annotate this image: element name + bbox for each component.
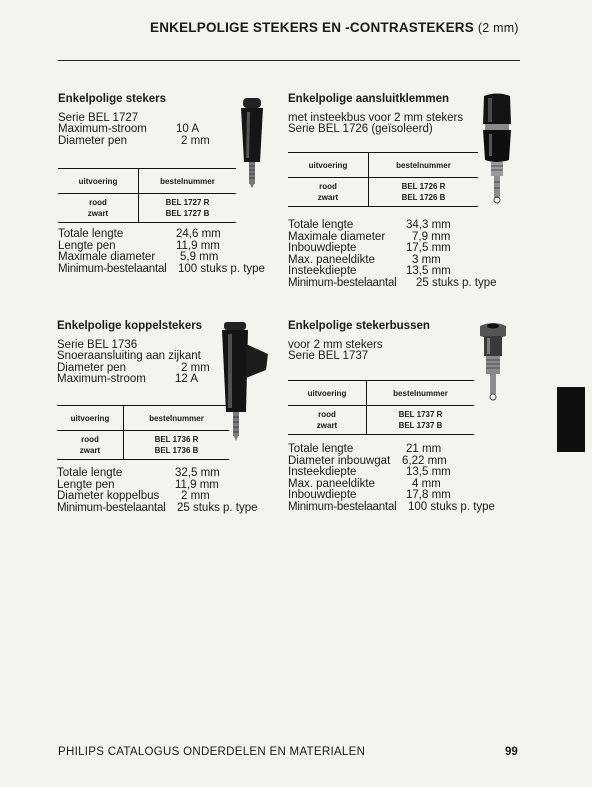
table-cell-uitvoering: rood [89, 198, 107, 207]
table-row [288, 178, 478, 192]
table-row [57, 445, 229, 460]
dimensions-1726 [288, 220, 497, 289]
dim-value: 25 stuks p. type [177, 501, 258, 514]
plug-cap [243, 98, 261, 108]
terminal-ring [485, 124, 509, 130]
dim-label: Totale lengte [58, 228, 124, 240]
plug-tip [250, 184, 254, 188]
terminal-1726-illustration [477, 92, 517, 214]
table-cell-uitvoering: rood [319, 182, 337, 191]
spec-row [58, 124, 210, 136]
dim-label: Insteekdiepte [288, 466, 357, 478]
table-cell-bestelnummer: BEL 1737 B [367, 420, 475, 435]
dim-value: 100 stuks p. type [178, 262, 265, 275]
spec-value: 10 A [176, 123, 200, 135]
dim-value: 7,9 mm [412, 230, 451, 243]
spec-value: 12 A [175, 373, 199, 385]
socket-body-highlight [487, 338, 490, 354]
dim-label: Insteekdiepte [288, 265, 357, 277]
terminal-knob [483, 94, 511, 125]
table-row [57, 431, 229, 445]
table-row [58, 208, 236, 223]
dim-label: Maximale diameter [58, 251, 156, 263]
plug-body [241, 108, 263, 162]
dim-label: Minimum-bestelaantal [57, 501, 166, 514]
dim-value: 3 mm [412, 253, 441, 266]
table-cell-uitvoering: rood [81, 435, 99, 444]
table-row [288, 420, 474, 435]
spec-label: Diameter pen [57, 361, 127, 374]
dim-value: 4 mm [412, 477, 441, 490]
table-cell-uitvoering: zwart [316, 421, 338, 430]
series-text: Serie BEL 1726 (geïsoleerd) [288, 123, 433, 135]
dim-label: Lengte pen [58, 239, 116, 252]
dim-value: 21 mm [406, 443, 442, 455]
dim-label: Inbouwdiepte [288, 489, 357, 501]
section-title: Enkelpolige stekers [58, 93, 167, 105]
dim-value: 11,9 mm [175, 478, 219, 491]
dim-value: 32,5 mm [175, 467, 220, 479]
dim-value: 17,5 mm [406, 242, 451, 254]
dim-value: 6,22 mm [402, 454, 447, 467]
table-cell-bestelnummer: BEL 1736 B [124, 445, 230, 460]
order-table-1726 [288, 152, 478, 207]
section-title: Enkelpolige stekerbussen [288, 320, 430, 332]
dim-value: 13,5 mm [406, 466, 451, 478]
coupling-tip [234, 436, 238, 441]
socket-stem [490, 374, 496, 394]
spec-row [58, 136, 210, 148]
series-text: Serie BEL 1737 [288, 350, 369, 362]
table-row [288, 406, 474, 420]
table-row [58, 194, 236, 208]
table-cell-bestelnummer: BEL 1727 R [139, 194, 237, 208]
plug-1727-illustration [238, 96, 268, 191]
dim-label: Minimum-bestelaantal [58, 262, 167, 275]
intro-text: Snoeraansluiting aan zijkant [57, 350, 201, 362]
spec-value: 2 mm [181, 134, 210, 147]
order-table-1727 [58, 168, 236, 223]
terminal-stem [494, 176, 500, 198]
dim-label: Diameter inbouwgat [288, 454, 391, 467]
table-header-uitvoering: uitvoering [307, 388, 347, 398]
table-header-bestelnummer: bestelnummer [367, 381, 475, 406]
table-header-uitvoering: uitvoering [70, 413, 110, 423]
order-table-1736 [57, 405, 229, 460]
table-cell-uitvoering: rood [318, 410, 336, 419]
dimensions-1737 [288, 444, 495, 513]
socket-nut [486, 356, 500, 374]
section-enkelpolige-stekers [58, 94, 210, 147]
order-table-1737 [288, 380, 474, 435]
page-number: 99 [505, 746, 518, 758]
coupling-side-outlet [246, 344, 268, 378]
coupling-body [222, 330, 248, 412]
plug-pin [249, 162, 255, 184]
coupling-highlight [228, 334, 232, 408]
dim-label: Totale lengte [288, 443, 354, 455]
page-title-text: ENKELPOLIGE STEKERS EN -CONTRASTEKERS [150, 20, 474, 35]
section-title: Enkelpolige aansluitklemmen [288, 93, 450, 105]
dim-value: 100 stuks p. type [408, 500, 495, 513]
dim-value: 2 mm [181, 490, 210, 502]
table-cell-uitvoering: zwart [87, 209, 109, 218]
dim-label: Minimum-bestelaantal [288, 500, 397, 513]
section-enkelpolige-aansluitklemmen [288, 94, 463, 136]
table-header-uitvoering: uitvoering [308, 160, 348, 170]
page-subtitle: (2 mm) [477, 21, 519, 35]
table-cell-bestelnummer: BEL 1727 B [139, 208, 237, 223]
terminal-knob-highlight [488, 98, 492, 122]
table-cell-uitvoering: zwart [317, 193, 339, 202]
terminal-base [483, 130, 511, 162]
table-header-bestelnummer: bestelnummer [369, 153, 479, 178]
dim-label: Maximale diameter [288, 230, 386, 243]
table-cell-bestelnummer: BEL 1737 R [367, 406, 475, 420]
table-header-bestelnummer: bestelnummer [124, 406, 230, 431]
coupling-plug-1736-illustration [218, 320, 274, 444]
socket-solder-eye [490, 394, 496, 400]
header-rule [58, 60, 520, 61]
series-text: Serie BEL 1736 [57, 338, 138, 351]
table-row [288, 192, 478, 207]
intro-text: voor 2 mm stekers [288, 338, 383, 351]
dim-value: 24,6 mm [176, 228, 221, 240]
dim-label: Max. paneeldikte [288, 477, 375, 490]
dim-label: Lengte pen [57, 478, 115, 491]
dim-label: Inbouwdiepte [288, 242, 357, 254]
spec-label: Maximum-stroom [57, 373, 146, 385]
section-title: Enkelpolige koppelstekers [57, 320, 203, 332]
table-header-uitvoering: uitvoering [78, 176, 118, 186]
section-enkelpolige-koppelstekers [57, 321, 210, 386]
dim-value: 25 stuks p. type [416, 276, 497, 289]
spec-value: 2 mm [181, 361, 210, 374]
terminal-base-highlight [489, 134, 492, 156]
intro-text: met insteekbus voor 2 mm stekers [288, 111, 464, 124]
terminal-nut [491, 162, 503, 176]
socket-body [484, 336, 502, 356]
dimensions-1727 [58, 229, 265, 275]
table-cell-bestelnummer: BEL 1726 R [369, 178, 479, 192]
table-cell-bestelnummer: BEL 1736 R [124, 431, 230, 445]
table-header-bestelnummer: bestelnummer [139, 169, 237, 194]
section-enkelpolige-stekerbussen [288, 321, 430, 363]
dim-value: 17,8 mm [406, 489, 451, 501]
dim-value: 11,9 mm [176, 239, 220, 252]
series-text: Serie BEL 1727 [58, 111, 139, 124]
dim-label: Totale lengte [57, 467, 123, 479]
dim-label: Diameter koppelbus [57, 490, 160, 502]
table-cell-uitvoering: zwart [79, 446, 101, 455]
spec-label: Diameter pen [58, 134, 128, 147]
dimensions-1736 [57, 468, 258, 514]
dim-value: 5,9 mm [180, 251, 219, 263]
table-cell-bestelnummer: BEL 1726 B [369, 192, 479, 207]
footer-catalog: PHILIPS CATALOGUS ONDERDELEN EN MATERIALEN [58, 746, 366, 758]
dim-label: Minimum-bestelaantal [288, 276, 397, 289]
section-thumb-tab [557, 387, 585, 452]
dim-label: Totale lengte [288, 219, 354, 231]
coupling-cap [224, 322, 246, 330]
socket-1737-illustration [476, 320, 510, 406]
spec-label: Maximum-stroom [58, 123, 147, 135]
dim-value: 13,5 mm [406, 265, 451, 277]
page-title [150, 20, 519, 35]
dim-label: Max. paneeldikte [288, 253, 375, 266]
socket-hole [487, 324, 499, 329]
dim-value: 34,3 mm [406, 219, 451, 231]
